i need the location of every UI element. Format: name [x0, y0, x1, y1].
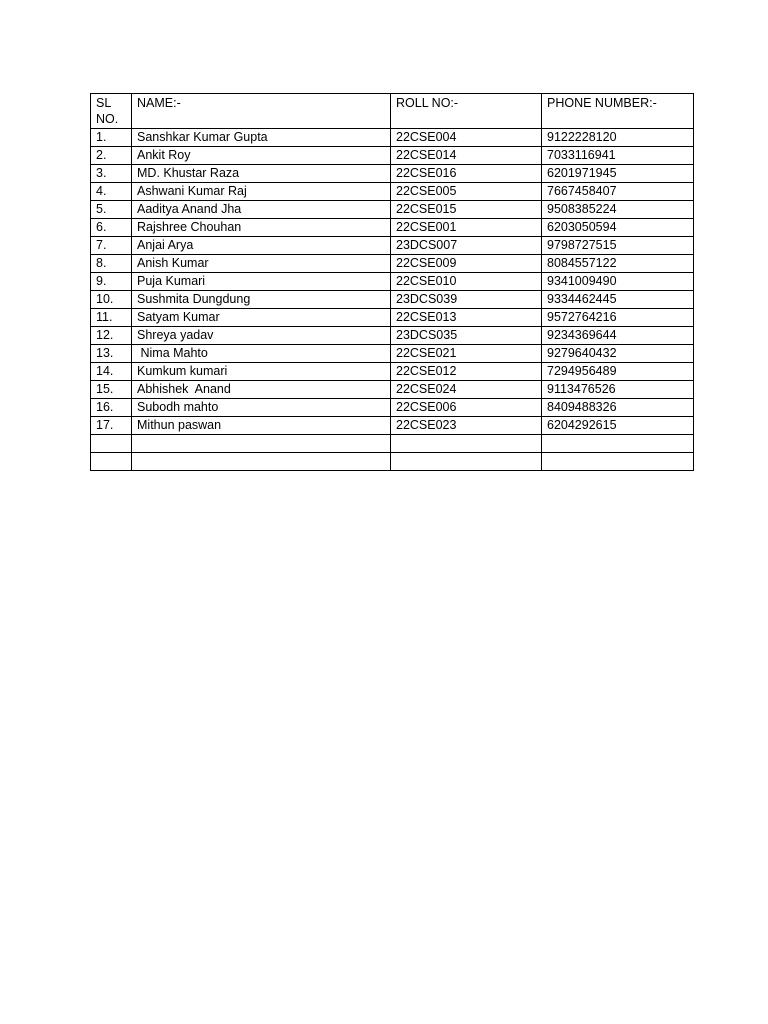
cell-roll-no: 22CSE005 [391, 183, 542, 201]
cell-phone-number: 9279640432 [542, 345, 694, 363]
cell-sl-no: 7. [91, 237, 132, 255]
header-name: NAME:- [132, 94, 391, 129]
cell-phone-number: 7294956489 [542, 363, 694, 381]
cell-name: Subodh mahto [132, 399, 391, 417]
cell-name: Aaditya Anand Jha [132, 201, 391, 219]
table-row [91, 255, 694, 273]
cell-phone-number [542, 453, 694, 471]
cell-name: Anish Kumar [132, 255, 391, 273]
cell-name: MD. Khustar Raza [132, 165, 391, 183]
cell-roll-no: 22CSE024 [391, 381, 542, 399]
cell-roll-no: 23DCS007 [391, 237, 542, 255]
cell-phone-number: 9234369644 [542, 327, 694, 345]
table-row [91, 165, 694, 183]
table-row [91, 363, 694, 381]
cell-roll-no: 22CSE010 [391, 273, 542, 291]
cell-roll-no: 23DCS039 [391, 291, 542, 309]
cell-sl-no: 5. [91, 201, 132, 219]
cell-name: Ashwani Kumar Raj [132, 183, 391, 201]
cell-name: Rajshree Chouhan [132, 219, 391, 237]
cell-roll-no [391, 453, 542, 471]
cell-name: Satyam Kumar [132, 309, 391, 327]
cell-name [132, 435, 391, 453]
table-row [91, 309, 694, 327]
header-roll-no: ROLL NO:- [391, 94, 542, 129]
cell-phone-number: 9113476526 [542, 381, 694, 399]
cell-name: Anjai Arya [132, 237, 391, 255]
cell-phone-number: 7667458407 [542, 183, 694, 201]
cell-sl-no: 10. [91, 291, 132, 309]
cell-sl-no: 12. [91, 327, 132, 345]
cell-phone-number: 9334462445 [542, 291, 694, 309]
cell-name: Mithun paswan [132, 417, 391, 435]
header-sl-no: SL NO. [91, 94, 132, 129]
cell-phone-number: 9341009490 [542, 273, 694, 291]
table-row [91, 201, 694, 219]
table-row [91, 147, 694, 165]
cell-sl-no: 8. [91, 255, 132, 273]
cell-roll-no: 22CSE001 [391, 219, 542, 237]
cell-phone-number: 9122228120 [542, 129, 694, 147]
table-row [91, 345, 694, 363]
cell-sl-no: 13. [91, 345, 132, 363]
cell-sl-no: 9. [91, 273, 132, 291]
cell-name: Kumkum kumari [132, 363, 391, 381]
cell-roll-no: 22CSE015 [391, 201, 542, 219]
cell-sl-no: 4. [91, 183, 132, 201]
cell-sl-no: 17. [91, 417, 132, 435]
cell-name: Abhishek Anand [132, 381, 391, 399]
cell-sl-no: 3. [91, 165, 132, 183]
cell-phone-number: 9798727515 [542, 237, 694, 255]
cell-sl-no: 16. [91, 399, 132, 417]
student-table-body [91, 94, 694, 471]
table-row [91, 219, 694, 237]
cell-name: Puja Kumari [132, 273, 391, 291]
cell-phone-number [542, 435, 694, 453]
header-phone-number: PHONE NUMBER:- [542, 94, 694, 129]
cell-phone-number: 6203050594 [542, 219, 694, 237]
table-row [91, 273, 694, 291]
cell-roll-no: 23DCS035 [391, 327, 542, 345]
cell-phone-number: 9508385224 [542, 201, 694, 219]
cell-name: Sanshkar Kumar Gupta [132, 129, 391, 147]
cell-sl-no: 15. [91, 381, 132, 399]
cell-roll-no: 22CSE014 [391, 147, 542, 165]
table-row [91, 417, 694, 435]
cell-sl-no [91, 435, 132, 453]
cell-name [132, 453, 391, 471]
table-row [91, 381, 694, 399]
table-header-row [91, 94, 694, 129]
cell-roll-no: 22CSE016 [391, 165, 542, 183]
cell-name: Shreya yadav [132, 327, 391, 345]
cell-sl-no: 11. [91, 309, 132, 327]
cell-sl-no [91, 453, 132, 471]
table-row [91, 237, 694, 255]
cell-phone-number: 8409488326 [542, 399, 694, 417]
cell-roll-no: 22CSE012 [391, 363, 542, 381]
cell-roll-no: 22CSE023 [391, 417, 542, 435]
cell-phone-number: 6201971945 [542, 165, 694, 183]
cell-phone-number: 8084557122 [542, 255, 694, 273]
cell-name: Sushmita Dungdung [132, 291, 391, 309]
cell-roll-no: 22CSE006 [391, 399, 542, 417]
cell-sl-no: 2. [91, 147, 132, 165]
cell-name: Nima Mahto [132, 345, 391, 363]
cell-sl-no: 14. [91, 363, 132, 381]
cell-name: Ankit Roy [132, 147, 391, 165]
table-row-empty [91, 453, 694, 471]
cell-roll-no: 22CSE009 [391, 255, 542, 273]
cell-roll-no: 22CSE021 [391, 345, 542, 363]
cell-roll-no: 22CSE013 [391, 309, 542, 327]
student-table [90, 93, 694, 471]
cell-roll-no [391, 435, 542, 453]
cell-sl-no: 1. [91, 129, 132, 147]
table-row [91, 291, 694, 309]
cell-phone-number: 6204292615 [542, 417, 694, 435]
cell-phone-number: 9572764216 [542, 309, 694, 327]
cell-sl-no: 6. [91, 219, 132, 237]
table-row [91, 327, 694, 345]
table-row [91, 399, 694, 417]
table-row [91, 129, 694, 147]
cell-phone-number: 7033116941 [542, 147, 694, 165]
table-row-empty [91, 435, 694, 453]
cell-roll-no: 22CSE004 [391, 129, 542, 147]
table-row [91, 183, 694, 201]
